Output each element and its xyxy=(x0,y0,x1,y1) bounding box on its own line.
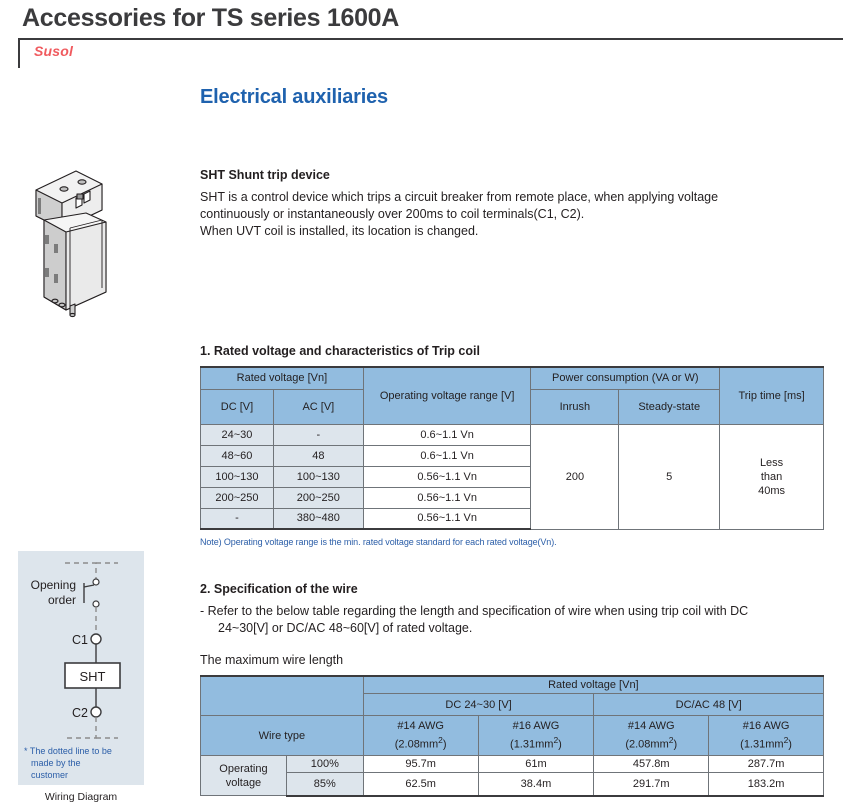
cell-length: 95.7m xyxy=(363,756,478,773)
section-1-title: 1. Rated voltage and characteristics of Trip coil xyxy=(200,344,480,358)
wiring-diagram-note xyxy=(24,745,140,781)
cell-length: 457.8m xyxy=(594,756,709,773)
row-label-operating-voltage xyxy=(201,756,287,796)
row-label-line-1: Operating xyxy=(219,762,268,775)
cell-percent: 100% xyxy=(286,756,363,773)
page-title: Accessories for TS series 1600A xyxy=(22,4,400,32)
table-row xyxy=(201,756,824,773)
cell-ac: 48 xyxy=(273,445,363,466)
header-dcac-48: DC/AC 48 [V] xyxy=(594,694,824,716)
intro-line-3: When UVT coil is installed, its location is changed. xyxy=(200,224,479,238)
dotted-wire-top xyxy=(65,563,96,579)
table-row xyxy=(201,367,824,389)
intro-body xyxy=(200,189,800,240)
cell-ac: - xyxy=(273,424,363,445)
product-illustration xyxy=(14,158,134,323)
cell-dc: 24~30 xyxy=(201,424,274,445)
wiring-note-line-2: made by the xyxy=(31,758,81,768)
cell-length: 61m xyxy=(478,756,594,773)
table-row xyxy=(201,676,824,694)
awg-name: #14 AWG xyxy=(627,720,675,733)
label-opening-line-2: order xyxy=(47,593,76,607)
header-dc-24-30: DC 24~30 [V] xyxy=(363,694,594,716)
brand-bar xyxy=(18,40,843,68)
cell-length: 62.5m xyxy=(363,773,478,796)
awg-name: #16 AWG xyxy=(742,720,790,733)
header-dc-volt: DC [V] xyxy=(201,389,274,424)
cell-range: 0.6~1.1 Vn xyxy=(363,445,531,466)
terminal-c2-circle xyxy=(91,707,101,717)
header-wire-type: Wire type xyxy=(201,716,364,756)
intro-line-2: continuously or instantaneously over 200ms to coil terminals(C1, C2). xyxy=(200,207,585,221)
header-awg-2 xyxy=(478,716,594,756)
bullet-line-1: - Refer to the below table regarding the length and specification of wire when using trip coil with DC xyxy=(200,604,749,618)
table-row xyxy=(201,773,824,796)
dotted-wire-bottom-left xyxy=(65,717,96,738)
header-inrush: Inrush xyxy=(531,389,619,424)
intro-line-1: SHT is a control device which trips a circuit breaker from remote place, when applying voltage xyxy=(200,190,719,204)
awg-area: $(2.08mm^2)$ xyxy=(394,735,447,751)
brand-logo-susol: Susol xyxy=(34,43,74,59)
section-2-bullet xyxy=(200,603,824,637)
rated-voltage-table xyxy=(200,366,824,530)
cell-trip-time-value xyxy=(720,424,824,529)
cell-ac: 100~130 xyxy=(273,466,363,487)
cell-steady-value: 5 xyxy=(619,424,720,529)
trip-time-line-2: than xyxy=(760,470,783,483)
header-awg-1 xyxy=(363,716,478,756)
max-wire-length-caption: The maximum wire length xyxy=(200,653,344,667)
header-ac-volt: AC [V] xyxy=(273,389,363,424)
cell-length: 38.4m xyxy=(478,773,594,796)
cell-range: 0.56~1.1 Vn xyxy=(363,466,531,487)
awg-name: #14 AWG xyxy=(397,720,444,733)
row-label-line-2: voltage xyxy=(225,776,262,789)
label-terminal-c2: C2 xyxy=(72,706,88,720)
cell-dc: 48~60 xyxy=(201,445,274,466)
trip-time-line-3: 40ms xyxy=(758,484,786,497)
section-2-title: 2. Specification of the wire xyxy=(200,582,358,596)
cell-length: 183.2m xyxy=(709,773,824,796)
intro-title: SHT Shunt trip device xyxy=(200,168,330,182)
section-2-wire-spec xyxy=(200,582,824,797)
trip-time-line-1: Less xyxy=(759,456,784,469)
awg-area: $(2.08mm^2)$ xyxy=(625,735,678,751)
cell-dc: 200~250 xyxy=(201,487,274,508)
wiring-note-line-3: customer xyxy=(31,770,69,780)
wiring-note-line-1: * The dotted line to be xyxy=(24,746,112,756)
section-heading: Electrical auxiliaries xyxy=(200,86,388,108)
switch-arm xyxy=(84,585,94,587)
header-awg-3 xyxy=(594,716,709,756)
label-terminal-c1: C1 xyxy=(72,633,88,647)
cell-percent: 85% xyxy=(286,773,363,796)
bullet-line-2: 24~30[V] or DC/AC 48~60[V] of rated voltage. xyxy=(218,621,473,635)
brand-tick-mark xyxy=(18,40,20,68)
table-row xyxy=(201,424,824,445)
contact-upper xyxy=(93,579,99,585)
header-trip-time: Trip time [ms] xyxy=(720,367,824,424)
cell-dc: - xyxy=(201,508,274,529)
cell-ac: 200~250 xyxy=(273,487,363,508)
header-operating-voltage-range: Operating voltage range [V] xyxy=(363,367,531,424)
cell-range: 0.6~1.1 Vn xyxy=(363,424,531,445)
sht-device-drawing xyxy=(14,158,134,318)
header-blank-corner xyxy=(201,676,364,716)
contact-lower xyxy=(93,601,99,607)
cell-inrush-value: 200 xyxy=(531,424,619,529)
max-wire-length-table xyxy=(200,675,824,797)
header-rated-voltage-group: Rated voltage [Vn] xyxy=(201,367,364,389)
cell-range: 0.56~1.1 Vn xyxy=(363,508,531,529)
label-opening-line-1: Opening xyxy=(30,578,76,592)
awg-area: $(1.31mm^2)$ xyxy=(740,735,792,751)
section-1-rated-voltage xyxy=(200,344,824,547)
table-row xyxy=(201,716,824,756)
cell-range: 0.56~1.1 Vn xyxy=(363,487,531,508)
sht-device-label: SHT xyxy=(79,669,106,684)
wiring-diagram-caption: Wiring Diagram xyxy=(44,791,118,803)
cell-dc: 100~130 xyxy=(201,466,274,487)
awg-name: #16 AWG xyxy=(512,720,560,733)
cell-length: 287.7m xyxy=(709,756,824,773)
awg-area: $(1.31mm^2)$ xyxy=(510,735,562,751)
cell-ac: 380~480 xyxy=(273,508,363,529)
table-note: Note) Operating voltage range is the min. rated voltage standard for each rated voltage(Vn). xyxy=(200,537,557,547)
header-awg-4 xyxy=(709,716,824,756)
intro-block xyxy=(200,168,800,240)
header-power-consumption-group: Power consumption (VA or W) xyxy=(531,367,720,389)
header-rated-voltage: Rated voltage [Vn] xyxy=(363,676,823,694)
header-steady-state: Steady-state xyxy=(619,389,720,424)
cell-length: 291.7m xyxy=(594,773,709,796)
terminal-c1-circle xyxy=(91,634,101,644)
